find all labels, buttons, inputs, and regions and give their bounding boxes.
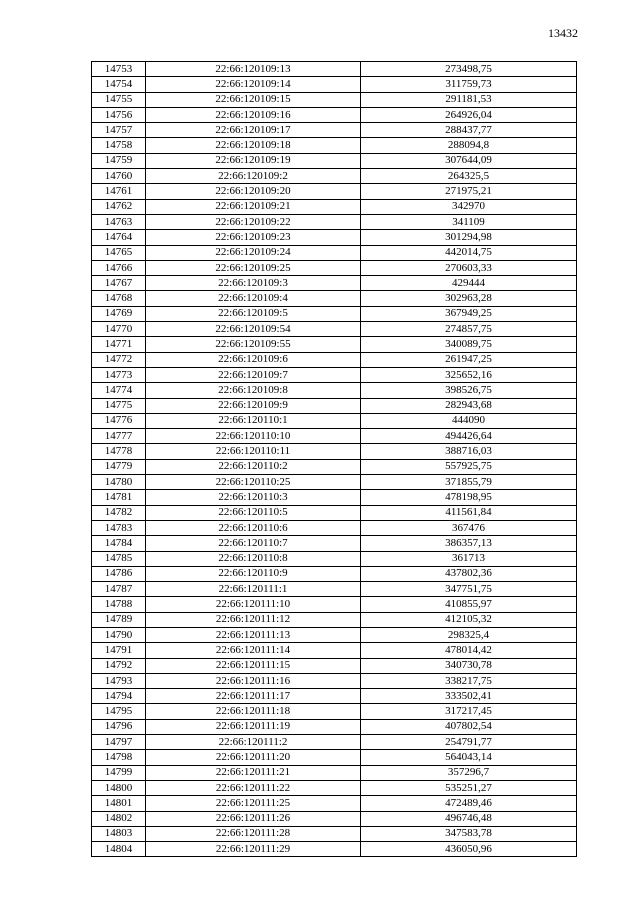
row-number-cell: 14788 bbox=[92, 597, 146, 612]
row-number-cell: 14804 bbox=[92, 842, 146, 857]
cadastral-number-cell: 22:66:120109:19 bbox=[146, 153, 361, 168]
row-number-cell: 14800 bbox=[92, 780, 146, 795]
row-number-cell: 14778 bbox=[92, 444, 146, 459]
table-row bbox=[92, 566, 577, 581]
row-number-cell: 14764 bbox=[92, 230, 146, 245]
cadastral-number-cell: 22:66:120109:24 bbox=[146, 245, 361, 260]
row-number-cell: 14781 bbox=[92, 490, 146, 505]
value-cell: 398526,75 bbox=[361, 383, 577, 398]
value-cell: 261947,25 bbox=[361, 352, 577, 367]
cadastral-number-cell: 22:66:120111:25 bbox=[146, 796, 361, 811]
cadastral-number-cell: 22:66:120109:55 bbox=[146, 337, 361, 352]
table-row bbox=[92, 107, 577, 122]
value-cell: 341109 bbox=[361, 214, 577, 229]
value-cell: 311759,73 bbox=[361, 77, 577, 92]
table-row bbox=[92, 459, 577, 474]
row-number-cell: 14758 bbox=[92, 138, 146, 153]
cadastral-number-cell: 22:66:120109:4 bbox=[146, 291, 361, 306]
table-row bbox=[92, 658, 577, 673]
value-cell: 535251,27 bbox=[361, 780, 577, 795]
table-row bbox=[92, 490, 577, 505]
row-number-cell: 14760 bbox=[92, 169, 146, 184]
cadastral-number-cell: 22:66:120111:13 bbox=[146, 627, 361, 642]
table-row bbox=[92, 398, 577, 413]
row-number-cell: 14798 bbox=[92, 750, 146, 765]
row-number-cell: 14784 bbox=[92, 536, 146, 551]
table-row bbox=[92, 826, 577, 841]
cadastral-number-cell: 22:66:120111:28 bbox=[146, 826, 361, 841]
value-cell: 271975,21 bbox=[361, 184, 577, 199]
page-number: 13432 bbox=[548, 26, 578, 40]
table-row bbox=[92, 413, 577, 428]
row-number-cell: 14780 bbox=[92, 475, 146, 490]
row-number-cell: 14774 bbox=[92, 383, 146, 398]
value-cell: 357296,7 bbox=[361, 765, 577, 780]
table-row bbox=[92, 153, 577, 168]
table-row bbox=[92, 245, 577, 260]
cadastral-number-cell: 22:66:120109:15 bbox=[146, 92, 361, 107]
table-row bbox=[92, 429, 577, 444]
cadastral-number-cell: 22:66:120109:14 bbox=[146, 77, 361, 92]
cadastral-number-cell: 22:66:120110:8 bbox=[146, 551, 361, 566]
row-number-cell: 14777 bbox=[92, 429, 146, 444]
cadastral-number-cell: 22:66:120109:25 bbox=[146, 260, 361, 275]
value-cell: 442014,75 bbox=[361, 245, 577, 260]
table-row bbox=[92, 306, 577, 321]
value-cell: 291181,53 bbox=[361, 92, 577, 107]
value-cell: 371855,79 bbox=[361, 475, 577, 490]
row-number-cell: 14770 bbox=[92, 322, 146, 337]
cadastral-number-cell: 22:66:120111:12 bbox=[146, 612, 361, 627]
value-cell: 367476 bbox=[361, 520, 577, 535]
value-cell: 496746,48 bbox=[361, 811, 577, 826]
row-number-cell: 14757 bbox=[92, 123, 146, 138]
row-number-cell: 14773 bbox=[92, 367, 146, 382]
value-cell: 307644,09 bbox=[361, 153, 577, 168]
value-cell: 412105,32 bbox=[361, 612, 577, 627]
value-cell: 340089,75 bbox=[361, 337, 577, 352]
row-number-cell: 14759 bbox=[92, 153, 146, 168]
table-row bbox=[92, 689, 577, 704]
row-number-cell: 14792 bbox=[92, 658, 146, 673]
row-number-cell: 14787 bbox=[92, 582, 146, 597]
value-cell: 288437,77 bbox=[361, 123, 577, 138]
value-cell: 367949,25 bbox=[361, 306, 577, 321]
row-number-cell: 14767 bbox=[92, 276, 146, 291]
value-cell: 444090 bbox=[361, 413, 577, 428]
row-number-cell: 14796 bbox=[92, 719, 146, 734]
row-number-cell: 14791 bbox=[92, 643, 146, 658]
cadastral-number-cell: 22:66:120111:19 bbox=[146, 719, 361, 734]
value-cell: 494426,64 bbox=[361, 429, 577, 444]
table-row bbox=[92, 383, 577, 398]
table-row bbox=[92, 704, 577, 719]
value-cell: 270603,33 bbox=[361, 260, 577, 275]
value-cell: 302963,28 bbox=[361, 291, 577, 306]
table-row bbox=[92, 322, 577, 337]
value-cell: 557925,75 bbox=[361, 459, 577, 474]
cadastral-number-cell: 22:66:120109:5 bbox=[146, 306, 361, 321]
cadastral-number-cell: 22:66:120110:10 bbox=[146, 429, 361, 444]
table-row bbox=[92, 138, 577, 153]
row-number-cell: 14789 bbox=[92, 612, 146, 627]
table-row bbox=[92, 551, 577, 566]
table-row bbox=[92, 735, 577, 750]
cadastral-number-cell: 22:66:120110:7 bbox=[146, 536, 361, 551]
table-row bbox=[92, 475, 577, 490]
table-row bbox=[92, 520, 577, 535]
table-row bbox=[92, 842, 577, 857]
cadastral-number-cell: 22:66:120111:20 bbox=[146, 750, 361, 765]
row-number-cell: 14794 bbox=[92, 689, 146, 704]
row-number-cell: 14762 bbox=[92, 199, 146, 214]
cadastral-number-cell: 22:66:120111:2 bbox=[146, 735, 361, 750]
cadastral-number-cell: 22:66:120109:9 bbox=[146, 398, 361, 413]
value-cell: 298325,4 bbox=[361, 627, 577, 642]
cadastral-number-cell: 22:66:120109:7 bbox=[146, 367, 361, 382]
table-row bbox=[92, 62, 577, 77]
cadastral-number-cell: 22:66:120109:6 bbox=[146, 352, 361, 367]
value-cell: 264926,04 bbox=[361, 107, 577, 122]
value-cell: 388716,03 bbox=[361, 444, 577, 459]
table-row bbox=[92, 444, 577, 459]
row-number-cell: 14768 bbox=[92, 291, 146, 306]
value-cell: 410855,97 bbox=[361, 597, 577, 612]
table-row bbox=[92, 505, 577, 520]
value-cell: 342970 bbox=[361, 199, 577, 214]
table-row bbox=[92, 291, 577, 306]
row-number-cell: 14801 bbox=[92, 796, 146, 811]
cadastral-number-cell: 22:66:120111:15 bbox=[146, 658, 361, 673]
table-row bbox=[92, 673, 577, 688]
cadastral-number-cell: 22:66:120111:21 bbox=[146, 765, 361, 780]
value-cell: 317217,45 bbox=[361, 704, 577, 719]
cadastral-number-cell: 22:66:120111:18 bbox=[146, 704, 361, 719]
cadastral-number-cell: 22:66:120110:2 bbox=[146, 459, 361, 474]
row-number-cell: 14803 bbox=[92, 826, 146, 841]
table-row bbox=[92, 230, 577, 245]
cadastral-number-cell: 22:66:120110:6 bbox=[146, 520, 361, 535]
cadastral-number-cell: 22:66:120110:1 bbox=[146, 413, 361, 428]
table-row bbox=[92, 199, 577, 214]
cadastral-number-cell: 22:66:120109:3 bbox=[146, 276, 361, 291]
cadastral-number-cell: 22:66:120110:5 bbox=[146, 505, 361, 520]
row-number-cell: 14763 bbox=[92, 214, 146, 229]
value-cell: 347583,78 bbox=[361, 826, 577, 841]
cadastral-number-cell: 22:66:120109:22 bbox=[146, 214, 361, 229]
row-number-cell: 14765 bbox=[92, 245, 146, 260]
cadastral-number-cell: 22:66:120110:11 bbox=[146, 444, 361, 459]
row-number-cell: 14793 bbox=[92, 673, 146, 688]
table-row bbox=[92, 719, 577, 734]
value-cell: 361713 bbox=[361, 551, 577, 566]
row-number-cell: 14799 bbox=[92, 765, 146, 780]
table-row bbox=[92, 582, 577, 597]
cadastral-number-cell: 22:66:120111:26 bbox=[146, 811, 361, 826]
cadastral-number-cell: 22:66:120111:14 bbox=[146, 643, 361, 658]
value-cell: 274857,75 bbox=[361, 322, 577, 337]
cadastral-number-cell: 22:66:120111:17 bbox=[146, 689, 361, 704]
cadastral-number-cell: 22:66:120109:13 bbox=[146, 62, 361, 77]
value-cell: 564043,14 bbox=[361, 750, 577, 765]
value-cell: 301294,98 bbox=[361, 230, 577, 245]
row-number-cell: 14753 bbox=[92, 62, 146, 77]
table-row bbox=[92, 367, 577, 382]
table-row bbox=[92, 643, 577, 658]
cadastral-number-cell: 22:66:120111:16 bbox=[146, 673, 361, 688]
table-row bbox=[92, 765, 577, 780]
table-row bbox=[92, 750, 577, 765]
value-cell: 288094,8 bbox=[361, 138, 577, 153]
value-cell: 437802,36 bbox=[361, 566, 577, 581]
row-number-cell: 14766 bbox=[92, 260, 146, 275]
row-number-cell: 14786 bbox=[92, 566, 146, 581]
row-number-cell: 14771 bbox=[92, 337, 146, 352]
row-number-cell: 14802 bbox=[92, 811, 146, 826]
cadastral-number-cell: 22:66:120109:18 bbox=[146, 138, 361, 153]
table-row bbox=[92, 597, 577, 612]
table-row bbox=[92, 612, 577, 627]
table-row bbox=[92, 780, 577, 795]
table-row bbox=[92, 92, 577, 107]
cadastral-value-table bbox=[91, 61, 577, 857]
row-number-cell: 14761 bbox=[92, 184, 146, 199]
cadastral-number-cell: 22:66:120109:8 bbox=[146, 383, 361, 398]
value-cell: 436050,96 bbox=[361, 842, 577, 857]
cadastral-number-cell: 22:66:120109:2 bbox=[146, 169, 361, 184]
cadastral-number-cell: 22:66:120109:16 bbox=[146, 107, 361, 122]
value-cell: 325652,16 bbox=[361, 367, 577, 382]
row-number-cell: 14769 bbox=[92, 306, 146, 321]
value-cell: 429444 bbox=[361, 276, 577, 291]
row-number-cell: 14795 bbox=[92, 704, 146, 719]
value-cell: 386357,13 bbox=[361, 536, 577, 551]
value-cell: 347751,75 bbox=[361, 582, 577, 597]
cadastral-number-cell: 22:66:120109:17 bbox=[146, 123, 361, 138]
value-cell: 273498,75 bbox=[361, 62, 577, 77]
table-row bbox=[92, 77, 577, 92]
cadastral-number-cell: 22:66:120111:1 bbox=[146, 582, 361, 597]
row-number-cell: 14772 bbox=[92, 352, 146, 367]
row-number-cell: 14755 bbox=[92, 92, 146, 107]
row-number-cell: 14754 bbox=[92, 77, 146, 92]
row-number-cell: 14782 bbox=[92, 505, 146, 520]
cadastral-number-cell: 22:66:120109:20 bbox=[146, 184, 361, 199]
table-row bbox=[92, 536, 577, 551]
row-number-cell: 14756 bbox=[92, 107, 146, 122]
table-row bbox=[92, 214, 577, 229]
cadastral-number-cell: 22:66:120109:21 bbox=[146, 199, 361, 214]
cadastral-number-cell: 22:66:120109:54 bbox=[146, 322, 361, 337]
value-cell: 411561,84 bbox=[361, 505, 577, 520]
value-cell: 264325,5 bbox=[361, 169, 577, 184]
value-cell: 333502,41 bbox=[361, 689, 577, 704]
row-number-cell: 14783 bbox=[92, 520, 146, 535]
cadastral-number-cell: 22:66:120111:10 bbox=[146, 597, 361, 612]
table-row bbox=[92, 276, 577, 291]
table-body bbox=[92, 62, 577, 857]
value-cell: 472489,46 bbox=[361, 796, 577, 811]
value-cell: 254791,77 bbox=[361, 735, 577, 750]
row-number-cell: 14797 bbox=[92, 735, 146, 750]
row-number-cell: 14776 bbox=[92, 413, 146, 428]
row-number-cell: 14775 bbox=[92, 398, 146, 413]
row-number-cell: 14790 bbox=[92, 627, 146, 642]
value-cell: 478014,42 bbox=[361, 643, 577, 658]
table-row bbox=[92, 337, 577, 352]
table-row bbox=[92, 260, 577, 275]
row-number-cell: 14779 bbox=[92, 459, 146, 474]
table-row bbox=[92, 169, 577, 184]
cadastral-number-cell: 22:66:120111:22 bbox=[146, 780, 361, 795]
cadastral-number-cell: 22:66:120109:23 bbox=[146, 230, 361, 245]
table-row bbox=[92, 796, 577, 811]
cadastral-number-cell: 22:66:120110:25 bbox=[146, 475, 361, 490]
cadastral-number-cell: 22:66:120110:3 bbox=[146, 490, 361, 505]
table-row bbox=[92, 352, 577, 367]
cadastral-number-cell: 22:66:120111:29 bbox=[146, 842, 361, 857]
table-row bbox=[92, 123, 577, 138]
table-row bbox=[92, 811, 577, 826]
value-cell: 478198,95 bbox=[361, 490, 577, 505]
table-row bbox=[92, 184, 577, 199]
cadastral-number-cell: 22:66:120110:9 bbox=[146, 566, 361, 581]
table-row bbox=[92, 627, 577, 642]
row-number-cell: 14785 bbox=[92, 551, 146, 566]
value-cell: 340730,78 bbox=[361, 658, 577, 673]
value-cell: 282943,68 bbox=[361, 398, 577, 413]
value-cell: 338217,75 bbox=[361, 673, 577, 688]
value-cell: 407802,54 bbox=[361, 719, 577, 734]
